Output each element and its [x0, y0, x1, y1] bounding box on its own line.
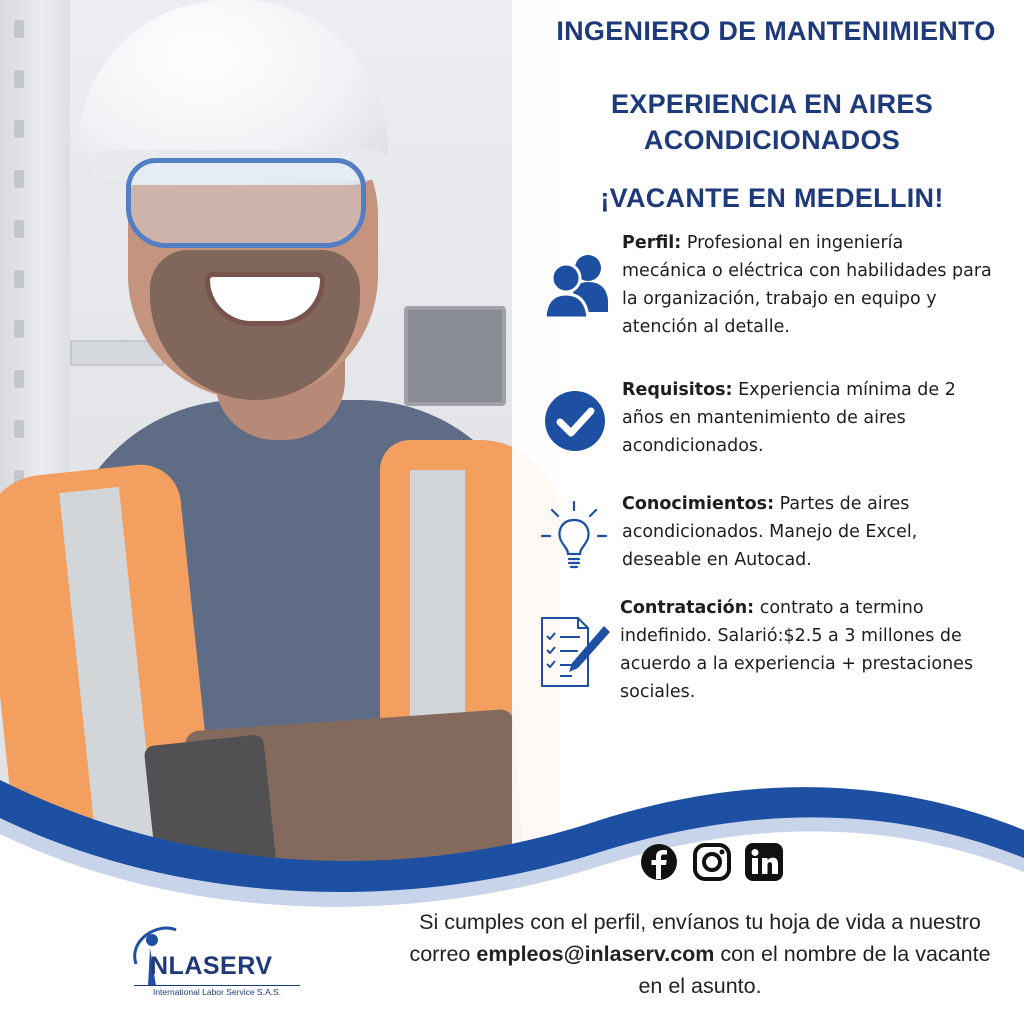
- requirements-label: Requisitos:: [622, 380, 733, 400]
- experience-heading-line2: ACONDICIONADOS: [643, 125, 901, 155]
- logo-subtitle: International Labor Service S.A.S.: [134, 985, 300, 997]
- lightbulb-icon: [538, 498, 610, 572]
- profile-item: [622, 229, 992, 341]
- knowledge-text: Partes de aires acondicionados. Manejo de Excel, deseable en Autocad.: [622, 494, 918, 570]
- application-instructions: [396, 906, 1004, 1002]
- instagram-icon[interactable]: [692, 842, 732, 882]
- instructions-text: Si cumples con el perfil, envíanos tu hoja de vida a nuestro correo: [409, 910, 981, 966]
- users-icon: [544, 252, 610, 322]
- facebook-icon[interactable]: [640, 842, 678, 882]
- requirements-text: Experiencia mínima de 2 años en mantenimiento de aires acondicionados.: [622, 380, 956, 456]
- experience-heading-line1: EXPERIENCIA EN AIRES: [610, 89, 934, 119]
- contract-text: contrato a termino indefinido. Salarió:$2.5 a 3 millones de acuerdo a la experiencia + prestaciones sociales.: [620, 598, 974, 702]
- contract-item: [620, 594, 1000, 706]
- experience-heading: [560, 86, 984, 158]
- vacancy-location: ¡VACANTE EN MEDELLIN!: [600, 183, 944, 213]
- job-title: INGENIERO DE MANTENIMIENTO: [556, 16, 996, 46]
- knowledge-label: Conocimientos:: [622, 494, 775, 514]
- profile-text: Profesional en ingeniería mecánica o eléctrica con habilidades para la organización, trabajo en equipo y atención al detalle.: [622, 233, 992, 337]
- contract-label: Contratación:: [620, 598, 755, 618]
- requirements-item: [622, 376, 992, 460]
- knowledge-item: [622, 490, 992, 574]
- form-pen-icon: [538, 612, 612, 690]
- check-circle-icon: [544, 390, 606, 452]
- profile-label: Perfil:: [622, 233, 682, 253]
- linkedin-icon[interactable]: [744, 842, 784, 882]
- logo-name: NLASERV: [150, 952, 273, 980]
- contact-email[interactable]: empleos@inlaserv.com: [476, 942, 715, 966]
- instructions-text-end: con el nombre de la vacante en el asunto.: [638, 942, 991, 998]
